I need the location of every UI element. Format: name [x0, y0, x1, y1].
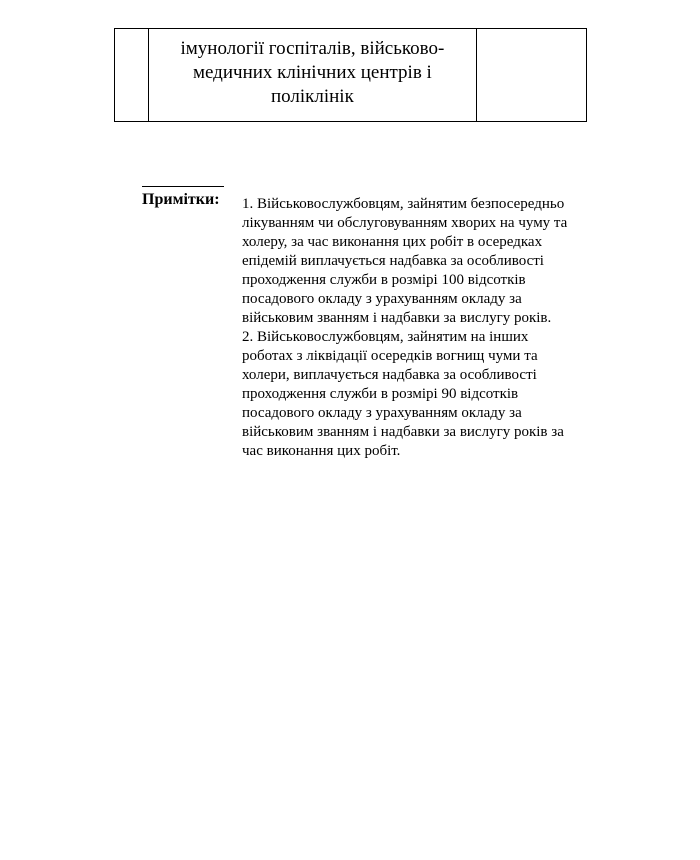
notes-body — [242, 195, 614, 461]
note-line: проходження служби в розмірі 100 відсотків — [242, 272, 526, 288]
note-line: лікуванням чи обслуговуванням хворих на чуму та — [242, 215, 568, 231]
allowance-table-fragment — [114, 28, 587, 122]
table-cell-number — [115, 29, 149, 122]
note-line: 1. Військовослужбовцям, зайнятим безпосередньо — [242, 196, 565, 212]
table-row — [115, 29, 587, 122]
note-line: час виконання цих робіт. — [242, 443, 401, 459]
note-line: проходження служби в розмірі 90 відсотків — [242, 386, 519, 402]
note-line: холеру, за час виконання цих робіт в осередках — [242, 234, 543, 250]
table-cell-amount — [476, 29, 586, 122]
table-cell-description — [149, 29, 477, 122]
table-cell-text — [149, 29, 476, 109]
notes-separator-line — [142, 186, 224, 187]
note-line: епідемій виплачується надбавка за особливості — [242, 253, 544, 269]
table-cell-line: поліклінік — [270, 86, 354, 107]
note-line: 2. Військовослужбовцям, зайнятим на інших — [242, 329, 529, 345]
note-line: військовим званням і надбавки за вислугу років за — [242, 424, 564, 440]
note-line: холери, виплачується надбавка за особливості — [242, 367, 537, 383]
note-line: посадового окладу з урахуванням окладу за — [242, 405, 522, 421]
note-line: військовим званням і надбавки за вислугу років. — [242, 310, 552, 326]
note-line: посадового окладу з урахуванням окладу за — [242, 291, 522, 307]
notes-label: Примітки: — [142, 191, 220, 208]
table-cell-line: імунології госпіталів, військово- — [180, 38, 445, 59]
note-line: роботах з ліквідації осередків вогнищ чуми та — [242, 348, 538, 364]
table-cell-line: медичних клінічних центрів і — [192, 62, 432, 83]
